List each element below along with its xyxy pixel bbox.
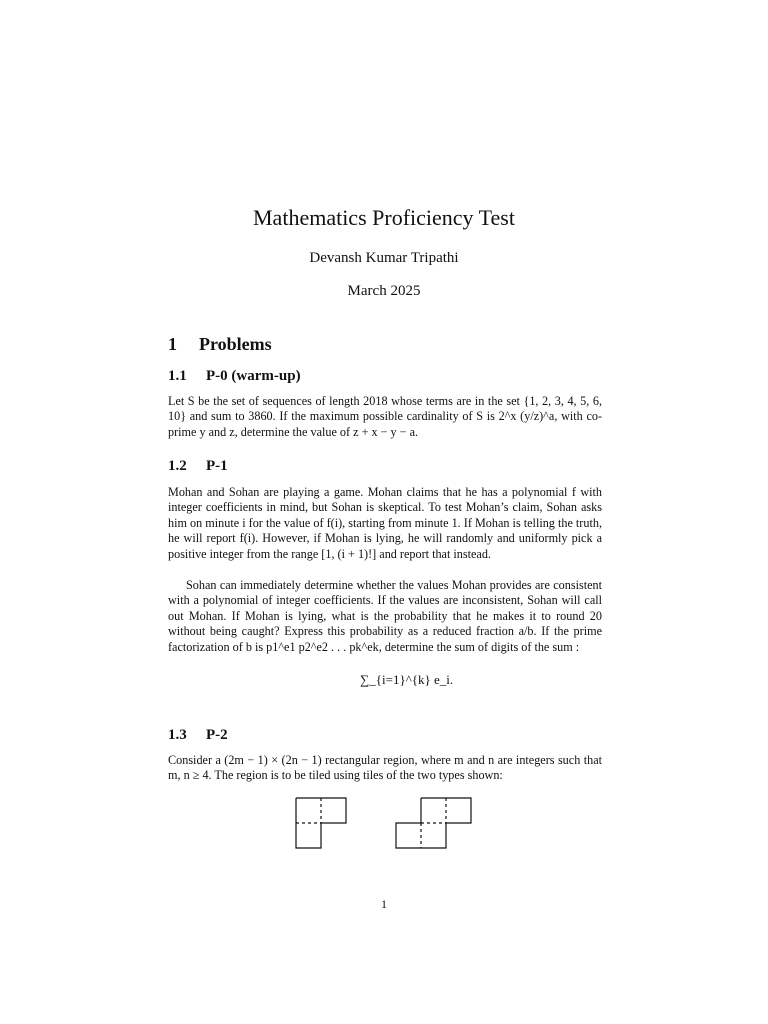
sum-formula: ∑_{i=1}^{k} e_i. bbox=[360, 672, 454, 687]
page-number: 1 bbox=[381, 897, 387, 911]
tile-type-1 bbox=[296, 798, 346, 848]
subsection-heading-p2 bbox=[168, 727, 228, 744]
document-title: Mathematics Proficiency Test bbox=[253, 205, 515, 230]
subsection-title: P-1 bbox=[206, 458, 228, 474]
problem-p1-paragraph-1: Mohan and Sohan are playing a game. Mohan claims that he has a polynomial f with integer coefficients in mind, but Sohan is skeptical. To test Mohan’s claim, Sohan asks him on minute i for the value of f(i), starting from minute 1. If Mohan is telling the truth, he will report f(i). However, if Mohan is lying, he will randomly and uniformly pick a positive integer from the range [1, (i + 1)!] and report that instead. bbox=[168, 485, 602, 561]
document-date: March 2025 bbox=[347, 283, 421, 299]
tile-type-2 bbox=[396, 798, 471, 848]
subsection-heading-p0 bbox=[168, 368, 301, 385]
subsection-title: P-0 (warm-up) bbox=[206, 368, 301, 384]
subsection-heading-p1 bbox=[168, 458, 228, 475]
subsection-number: 1.1 bbox=[168, 368, 187, 384]
problem-p1-paragraph-2: Sohan can immediately determine whether the values Mohan provides are consistent with a polynomial of integer coefficients. If the values are inconsistent, Sohan will call out Mohan. If Mohan is lying, what is the probability that he makes it to round 20 without being caught? Express this probability as a reduced fraction a/b. If the prime factorization of b is p1^e1 p2^e2 . . . pk^ek, determine the sum of digits of the sum : bbox=[168, 578, 602, 654]
subsection-number: 1.3 bbox=[168, 727, 187, 743]
subsection-title: P-2 bbox=[206, 727, 228, 743]
tile-figures bbox=[0, 790, 768, 870]
problem-p0-text: Let S be the set of sequences of length 2018 whose terms are in the set {1, 2, 3, 4, 5, 6, 10} and sum to 3860. If the maximum possible cardinality of S is 2^x (y/z)^a, with co-prime y and z, determine the value of z + x − y − a. bbox=[168, 394, 602, 439]
section-heading bbox=[168, 334, 272, 355]
subsection-number: 1.2 bbox=[168, 458, 187, 474]
section-number: 1 bbox=[168, 334, 177, 354]
section-title: Problems bbox=[199, 334, 272, 354]
document-author: Devansh Kumar Tripathi bbox=[309, 250, 459, 266]
problem-p2-text: Consider a (2m − 1) × (2n − 1) rectangular region, where m and n are integers such that m, n ≥ 4. The region is to be tiled using tiles of the two types shown: bbox=[168, 753, 602, 783]
